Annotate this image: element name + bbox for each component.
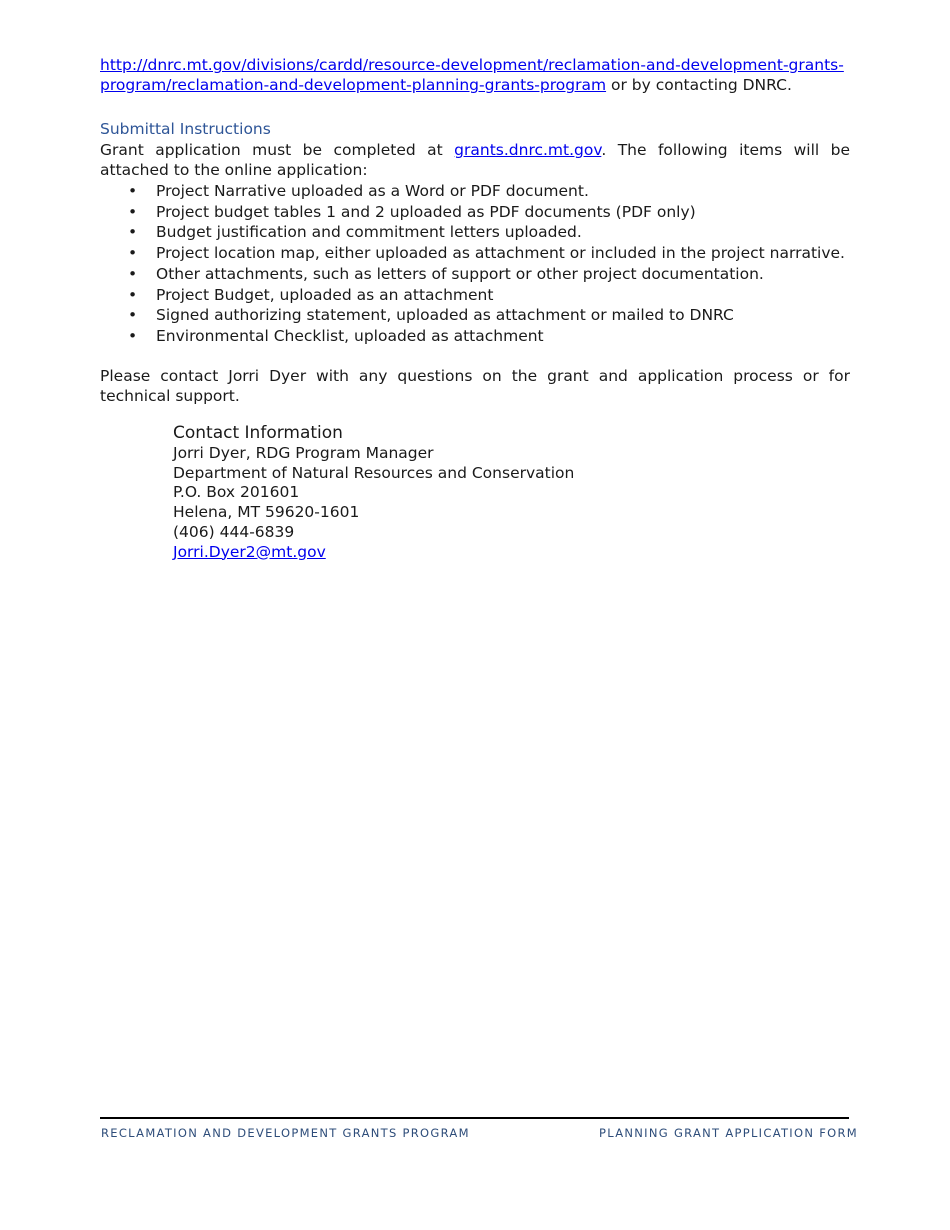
submittal-text-before: Grant application must be completed at bbox=[100, 141, 455, 159]
contact-city: Helena, MT 59620-1601 bbox=[173, 503, 360, 522]
list-item: • Project Budget, uploaded as an attachment bbox=[128, 285, 494, 304]
bullet-icon: • bbox=[128, 223, 138, 242]
list-item: • Other attachments, such as letters of support or other project documentation. bbox=[128, 264, 764, 283]
list-item: • Environmental Checklist, uploaded as attachment bbox=[128, 326, 544, 345]
bullet-icon: • bbox=[128, 306, 138, 325]
submittal-heading: Submittal Instructions bbox=[100, 120, 271, 138]
contact-heading: Contact Information bbox=[173, 423, 343, 443]
rdg-planning-grants-link[interactable]: http://dnrc.mt.gov/divisions/cardd/resource-development/reclamation-and-development-grants-program/reclamation-and-development-planning-grants-program bbox=[100, 56, 844, 94]
contact-paragraph: Please contact Jorri Dyer with any questions on the grant and application process or for technical support. bbox=[100, 367, 850, 405]
list-item: • Budget justification and commitment letters uploaded. bbox=[128, 223, 582, 242]
list-item: • Project location map, either uploaded as attachment or included in the project narrative. bbox=[128, 244, 845, 263]
contact-block bbox=[173, 423, 574, 562]
attachment-list bbox=[100, 181, 850, 347]
bullet-icon: • bbox=[128, 202, 138, 221]
intro-paragraph bbox=[100, 55, 850, 95]
contact-po-box: P.O. Box 201601 bbox=[173, 483, 300, 502]
contact-department: Department of Natural Resources and Conservation bbox=[173, 463, 575, 482]
list-item: • Project budget tables 1 and 2 uploaded as PDF documents (PDF only) bbox=[128, 202, 696, 221]
submittal-paragraph bbox=[100, 140, 850, 180]
contact-name: Jorri Dyer, RDG Program Manager bbox=[173, 444, 434, 462]
submittal-text-after: . The following items will be attached to the online application: bbox=[100, 141, 851, 179]
bullet-icon: • bbox=[128, 285, 138, 304]
footer-program-name: RECLAMATION AND DEVELOPMENT GRANTS PROGRAM bbox=[101, 1126, 470, 1140]
bullet-icon: • bbox=[128, 244, 138, 263]
bullet-icon: • bbox=[128, 182, 138, 200]
grants-portal-link[interactable]: grants.dnrc.mt.gov bbox=[454, 141, 602, 159]
list-item: • Signed authorizing statement, uploaded as attachment or mailed to DNRC bbox=[128, 306, 734, 325]
footer-divider bbox=[100, 1117, 849, 1119]
bullet-icon: • bbox=[128, 264, 138, 283]
contact-phone: (406) 444-6839 bbox=[173, 522, 295, 541]
footer-form-name: PLANNING GRANT APPLICATION FORM bbox=[599, 1126, 858, 1140]
bullet-icon: • bbox=[128, 326, 138, 345]
intro-suffix: or by contacting DNRC. bbox=[606, 76, 792, 94]
contact-email-link[interactable]: Jorri.Dyer2@mt.gov bbox=[173, 542, 326, 561]
list-item: • Project Narrative uploaded as a Word or PDF document. bbox=[128, 182, 589, 200]
